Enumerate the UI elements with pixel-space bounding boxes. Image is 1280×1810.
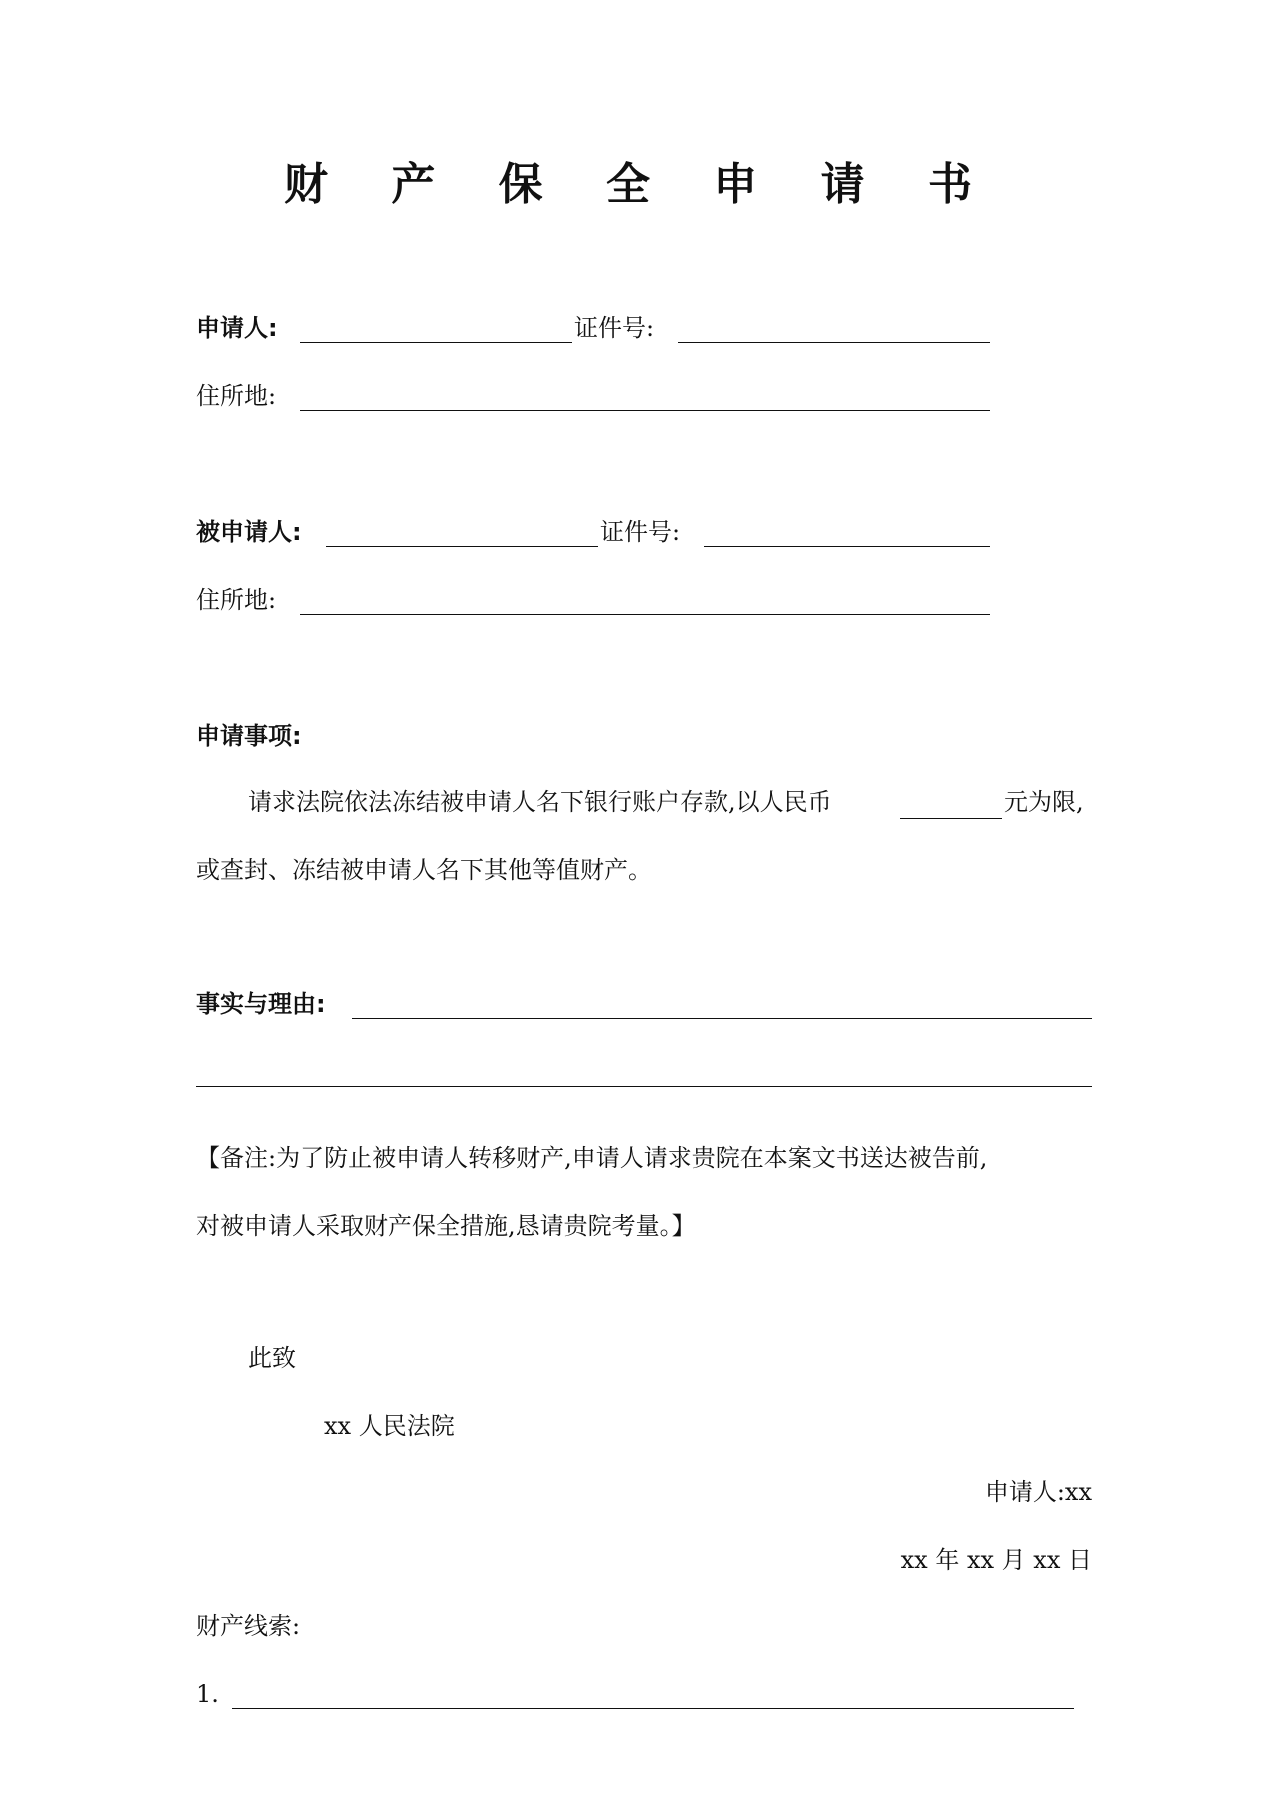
remark-line2: 对被申请人采取财产保全措施,恳请贵院考量。】 [196, 1212, 696, 1240]
request-text-line1: 请求法院依法冻结被申请人名下银行账户存款,以人民币 [248, 788, 832, 816]
facts-blank-2[interactable] [196, 1086, 1092, 1087]
closing-salutation: 此致 [248, 1344, 296, 1372]
amount-blank[interactable] [900, 818, 1002, 819]
facts-label: 事实与理由: [196, 990, 326, 1018]
request-heading: 申请事项: [196, 722, 302, 750]
applicant-id-label: 证件号: [574, 314, 655, 342]
clues-heading: 财产线索: [196, 1612, 301, 1640]
respondent-name-blank[interactable] [326, 546, 598, 547]
facts-blank-1[interactable] [352, 1018, 1092, 1019]
signer-line: 申请人:xx [984, 1478, 1092, 1506]
remark-line1: 【备注:为了防止被申请人转移财产,申请人请求贵院在本案文书送达被告前, [196, 1144, 988, 1172]
request-text-line1-end: 元为限, [1004, 788, 1084, 816]
applicant-id-blank[interactable] [678, 342, 990, 343]
respondent-address-label: 住所地: [196, 586, 277, 614]
applicant-label: 申请人: [196, 314, 278, 342]
applicant-address-blank[interactable] [300, 410, 990, 411]
applicant-name-blank[interactable] [300, 342, 572, 343]
clue-item-number: 1. [196, 1680, 219, 1708]
clue-item-blank[interactable] [232, 1708, 1074, 1709]
document-title: 财 产 保 全 申 请 书 [284, 159, 996, 210]
court-name: xx 人民法院 [324, 1412, 455, 1440]
respondent-label: 被申请人: [196, 518, 302, 546]
respondent-id-label: 证件号: [600, 518, 681, 546]
respondent-address-blank[interactable] [300, 614, 990, 615]
respondent-id-blank[interactable] [704, 546, 990, 547]
applicant-address-label: 住所地: [196, 382, 277, 410]
date-line: xx 年 xx 月 xx 日 [900, 1546, 1092, 1574]
request-text-line2: 或查封、冻结被申请人名下其他等值财产。 [196, 856, 652, 884]
